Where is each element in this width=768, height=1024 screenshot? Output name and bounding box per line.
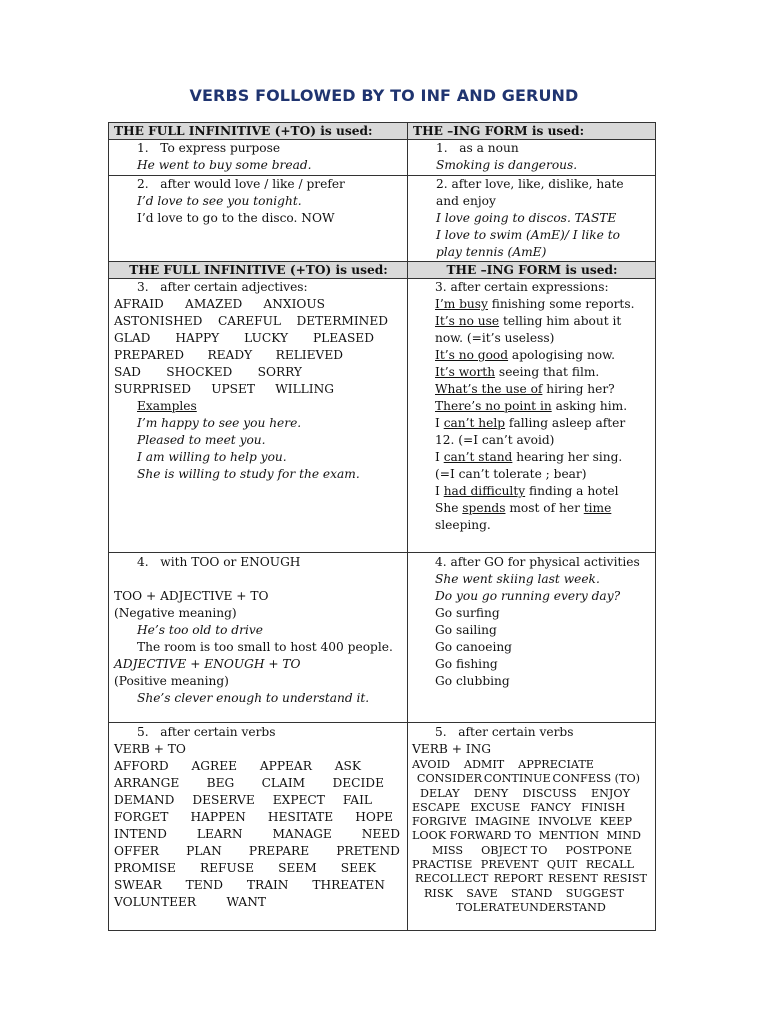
- rule-heading: 3. after certain expressions:: [435, 280, 609, 294]
- activity-item: Go clubbing: [435, 674, 510, 688]
- table-row-verbs: [109, 723, 655, 930]
- example-sentence: Do you go running every day?: [435, 589, 621, 603]
- example-sentence: I love to swim (AmE)/ I like to: [436, 228, 620, 242]
- adjective-list-row: GLAD HAPPY LUCKY PLEASED: [114, 331, 374, 345]
- table-row-preferences: [109, 176, 655, 262]
- rule-heading: 2. after would love / like / prefer: [137, 177, 345, 191]
- example-sentence: She went skiing last week.: [435, 572, 600, 586]
- verb-list-row: VOLUNTEER WANT: [114, 895, 266, 909]
- examples-label: Examples: [137, 399, 197, 413]
- rule-heading: 4. with TOO or ENOUGH: [137, 555, 301, 569]
- cell-ing-5: [408, 723, 655, 930]
- expression-example: sleeping.: [435, 518, 491, 532]
- cell-ing-1: [408, 140, 655, 175]
- verb-list-row: LOOK FORWARD TO MENTION MIND: [412, 829, 641, 843]
- example-sentence: I love going to discos. TASTE: [436, 211, 617, 225]
- example-sentence: I am willing to help you.: [137, 450, 287, 464]
- cell-ing-2: [408, 176, 655, 261]
- verb-list-row: ARRANGE BEG CLAIM DECIDE: [114, 776, 384, 790]
- rule-formula: VERB + ING: [412, 742, 492, 756]
- table-row-adjectives-expressions: [109, 279, 655, 553]
- verb-list-row: MISS OBJECT TO POSTPONE: [432, 843, 632, 857]
- expression-example: now. (=it’s useless): [435, 331, 555, 345]
- rule-heading: 1. as a noun: [436, 141, 519, 155]
- example-sentence: I’m happy to see you here.: [137, 416, 302, 430]
- rule-heading: 5. after certain verbs: [435, 725, 574, 739]
- example-sentence: She’s clever enough to understand it.: [137, 691, 370, 705]
- table-row-too-enough-go: [109, 553, 655, 723]
- verb-list-row: FORGIVE IMAGINE INVOLVE KEEP: [412, 815, 632, 829]
- rule-heading: 4. after GO for physical activities: [435, 555, 640, 569]
- rule-meaning: (Negative meaning): [114, 606, 237, 620]
- cell-ing-3: [408, 279, 655, 552]
- verb-list-row: DEMAND DESERVE EXPECT FAIL: [114, 793, 372, 807]
- cell-ing-4: [408, 553, 655, 722]
- table-row-purpose: [109, 140, 655, 176]
- cell-infinitive-3: [109, 279, 408, 552]
- verb-list-row: CONSIDER CONTINUE CONFESS (TO): [416, 772, 641, 786]
- expression-example: (=I can’t tolerate ; bear): [435, 467, 587, 481]
- adjective-list-row: SURPRISED UPSET WILLING: [114, 382, 334, 396]
- header-ing-form: THE –ING FORM is used:: [446, 263, 618, 277]
- cell-infinitive-2: [109, 176, 408, 261]
- expression-example: It’s no use telling him about it: [435, 314, 622, 328]
- adjective-list-row: ASTONISHED CAREFUL DETERMINED: [114, 314, 388, 328]
- expression-example: I had difficulty finding a hotel: [435, 484, 619, 498]
- adjective-list-row: AFRAID AMAZED ANXIOUS: [114, 297, 325, 311]
- grammar-table: [108, 122, 656, 931]
- verb-list-row: AVOID ADMIT APPRECIATE: [412, 758, 594, 771]
- expression-example: What’s the use of hiring her?: [435, 382, 615, 396]
- table-header-row: [109, 262, 655, 279]
- example-sentence: He went to buy some bread.: [137, 158, 312, 172]
- adjective-list-row: SAD SHOCKED SORRY: [114, 365, 302, 379]
- rule-meaning: (Positive meaning): [114, 674, 229, 688]
- adjective-list-row: PREPARED READY RELIEVED: [114, 348, 343, 362]
- rule-heading: 5. after certain verbs: [137, 725, 276, 739]
- rule-formula: ADJECTIVE + ENOUGH + TO: [114, 657, 301, 671]
- verb-list-row: PROMISE REFUSE SEEM SEEK: [114, 861, 376, 875]
- expression-example: 12. (=I can’t avoid): [435, 433, 555, 447]
- activity-item: Go canoeing: [435, 640, 512, 654]
- header-infinitive: THE FULL INFINITIVE (+TO) is used:: [109, 123, 408, 139]
- example-sentence: He’s too old to drive: [137, 623, 263, 637]
- example-sentence: I’d love to go to the disco. NOW: [137, 211, 335, 225]
- rule-heading: 3. after certain adjectives:: [137, 280, 308, 294]
- header-infinitive: THE FULL INFINITIVE (+TO) is used:: [109, 262, 408, 278]
- cell-infinitive-5: [109, 723, 408, 930]
- cell-infinitive-4: [109, 553, 408, 722]
- activity-item: Go surfing: [435, 606, 500, 620]
- verb-list-row: INTEND LEARN MANAGE NEED: [114, 827, 400, 841]
- expression-example: I can’t help falling asleep after: [435, 416, 626, 430]
- expression-example: She spends most of her time: [435, 501, 612, 515]
- expression-example: I can’t stand hearing her sing.: [435, 450, 623, 464]
- rule-formula: VERB + TO: [114, 742, 186, 756]
- verb-list: [412, 758, 651, 915]
- verb-list-row: RISK SAVE STAND SUGGEST: [424, 886, 624, 900]
- verb-list-row: FORGET HAPPEN HESITATE HOPE: [114, 810, 393, 824]
- activity-item: Go fishing: [435, 657, 498, 671]
- example-sentence: Pleased to meet you.: [137, 433, 266, 447]
- example-sentence: I’d love to see you tonight.: [137, 194, 302, 208]
- rule-heading: 2. after love, like, dislike, hate: [436, 177, 624, 191]
- expression-example: There’s no point in asking him.: [435, 399, 628, 413]
- verb-list-row: DELAY DENY DISCUSS ENJOY: [420, 786, 630, 800]
- example-sentence: play tennis (AmE): [436, 245, 547, 259]
- page-title: VERBS FOLLOWED BY TO INF AND GERUND: [189, 86, 579, 105]
- rule-heading-cont: and enjoy: [436, 194, 496, 208]
- example-sentence: She is willing to study for the exam.: [137, 467, 360, 481]
- expression-example: It’s no good apologising now.: [435, 348, 615, 362]
- verb-list-row: OFFER PLAN PREPARE PRETEND: [114, 844, 400, 858]
- verb-list-row: RECOLLECT REPORT RESENT RESIST: [415, 872, 647, 886]
- verb-list-row: SWEAR TEND TRAIN THREATEN: [114, 878, 385, 892]
- activity-item: Go sailing: [435, 623, 497, 637]
- verb-list-row: ESCAPE EXCUSE FANCY FINISH: [412, 800, 625, 814]
- header-ing-form: THE –ING FORM is used:: [413, 124, 585, 138]
- table-header-row: [109, 123, 655, 140]
- expression-example: It’s worth seeing that film.: [435, 365, 600, 379]
- verb-list-row: TOLERATE UNDERSTAND: [456, 900, 606, 914]
- example-sentence: Smoking is dangerous.: [436, 158, 578, 172]
- example-sentence: The room is too small to host 400 people.: [137, 640, 393, 654]
- rule-heading: 1. To express purpose: [137, 141, 281, 155]
- verb-list-row: PRACTISE PREVENT QUIT RECALL: [412, 858, 634, 872]
- cell-infinitive-1: [109, 140, 408, 175]
- rule-formula: TOO + ADJECTIVE + TO: [114, 589, 269, 603]
- expression-example: I’m busy finishing some reports.: [435, 297, 635, 311]
- verb-list-row: AFFORD AGREE APPEAR ASK: [114, 759, 361, 773]
